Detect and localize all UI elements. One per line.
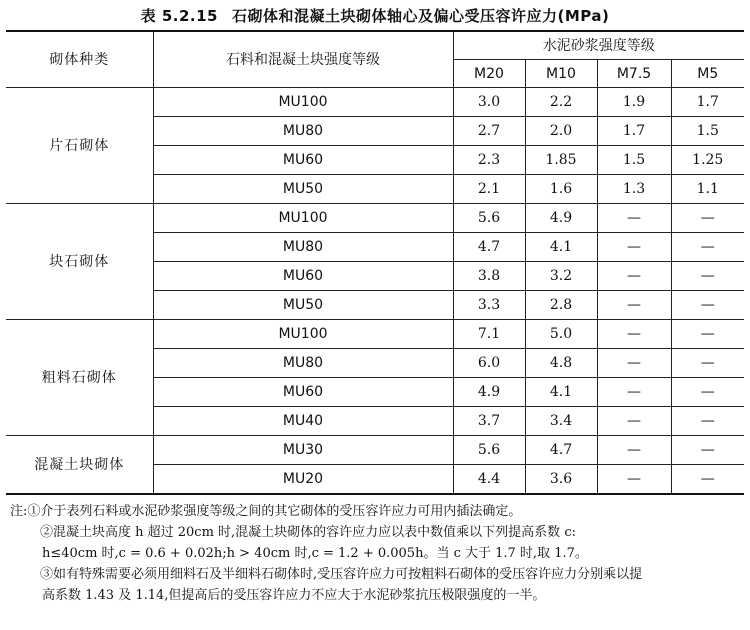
grade-cell: MU80 [153,233,453,262]
value-cell: — [671,204,744,233]
grade-cell: MU80 [153,117,453,146]
note-3-line-1: ③如有特殊需要必须用细料石及半细料石砌体时,受压容许应力可按粗料石砌体的受压容许应力分别乘以提 [40,567,643,582]
value-cell: — [671,262,744,291]
table-row [6,436,744,465]
table-title [6,6,744,30]
value-cell: — [671,465,744,495]
value-cell: 4.8 [525,349,597,378]
category-cell: 块石砌体 [6,204,153,320]
grade-cell: MU40 [153,407,453,436]
value-cell: — [671,233,744,262]
value-cell: 3.0 [453,88,525,117]
value-cell: — [671,378,744,407]
value-cell: — [671,436,744,465]
value-cell: — [597,407,671,436]
value-cell: — [671,320,744,349]
value-cell: 2.8 [525,291,597,320]
value-cell: — [597,436,671,465]
note-2-line-1: ②混凝土块高度 h 超过 20cm 时,混凝土块砌体的容许应力应以表中数值乘以下列提高系数 c: [40,525,576,540]
value-cell: — [597,465,671,495]
table-caption: 石砌体和混凝土块砌体轴心及偏心受压容许应力(MPa) [232,7,610,25]
grade-cell: MU60 [153,378,453,407]
allowable-stress-table [6,30,744,495]
value-cell: 7.1 [453,320,525,349]
grade-cell: MU60 [153,146,453,175]
value-cell: 4.1 [525,378,597,407]
value-cell: 3.7 [453,407,525,436]
note-1 [10,501,744,522]
value-cell: 6.0 [453,349,525,378]
value-cell: 5.6 [453,204,525,233]
grade-cell: MU50 [153,175,453,204]
header-m20: M20 [453,60,525,88]
value-cell: 2.1 [453,175,525,204]
grade-cell: MU100 [153,204,453,233]
header-category: 砌体种类 [6,31,153,88]
grade-cell: MU100 [153,88,453,117]
category-cell: 粗料石砌体 [6,320,153,436]
table-row [6,88,744,117]
table-number: 表 5.2.15 [140,7,218,25]
header-m10: M10 [525,60,597,88]
value-cell: — [597,233,671,262]
value-cell: 3.8 [453,262,525,291]
value-cell: 4.9 [525,204,597,233]
notes-prefix: 注: [10,504,28,519]
grade-cell: MU20 [153,465,453,495]
value-cell: 2.2 [525,88,597,117]
value-cell: 3.2 [525,262,597,291]
grade-cell: MU30 [153,436,453,465]
value-cell: — [671,349,744,378]
value-cell: — [597,291,671,320]
value-cell: 1.7 [671,88,744,117]
value-cell: 1.6 [525,175,597,204]
header-strength-grade: 石料和混凝土块强度等级 [153,31,453,88]
note-3-line-2: 高系数 1.43 及 1.14,但提高后的受压容许应力不应大于水泥砂浆抗压极限强度的一半。 [42,588,546,603]
value-cell: 1.1 [671,175,744,204]
grade-cell: MU80 [153,349,453,378]
value-cell: — [671,291,744,320]
grade-cell: MU50 [153,291,453,320]
header-m5: M5 [671,60,744,88]
value-cell: — [597,320,671,349]
value-cell: 4.7 [525,436,597,465]
header-row-top [6,31,744,60]
value-cell: — [597,378,671,407]
grade-cell: MU60 [153,262,453,291]
value-cell: 3.6 [525,465,597,495]
value-cell: 1.7 [597,117,671,146]
category-cell: 混凝土块砌体 [6,436,153,495]
value-cell: 5.6 [453,436,525,465]
value-cell: 1.25 [671,146,744,175]
table-notes [6,501,744,606]
table-row [6,204,744,233]
value-cell: 2.3 [453,146,525,175]
value-cell: — [597,349,671,378]
value-cell: 1.9 [597,88,671,117]
value-cell: 2.0 [525,117,597,146]
value-cell: 1.5 [671,117,744,146]
header-m7-5: M7.5 [597,60,671,88]
table-row [6,320,744,349]
value-cell: 4.4 [453,465,525,495]
value-cell: — [671,407,744,436]
value-cell: 1.5 [597,146,671,175]
value-cell: — [597,262,671,291]
value-cell: 4.9 [453,378,525,407]
value-cell: 4.1 [525,233,597,262]
note-2-line-2: h≤40cm 时,c = 0.6 + 0.02h;h > 40cm 时,c = 1.2 + 0.005h。当 c 大于 1.7 时,取 1.7。 [42,546,588,561]
note-1-text: ①介于表列石料或水泥砂浆强度等级之间的其它砌体的受压容许应力可用内插法确定。 [27,504,522,519]
value-cell: 2.7 [453,117,525,146]
value-cell: 3.3 [453,291,525,320]
value-cell: 1.85 [525,146,597,175]
value-cell: — [597,204,671,233]
value-cell: 1.3 [597,175,671,204]
grade-cell: MU100 [153,320,453,349]
header-mortar-grade: 水泥砂浆强度等级 [453,31,744,60]
value-cell: 3.4 [525,407,597,436]
value-cell: 5.0 [525,320,597,349]
value-cell: 4.7 [453,233,525,262]
category-cell: 片石砌体 [6,88,153,204]
